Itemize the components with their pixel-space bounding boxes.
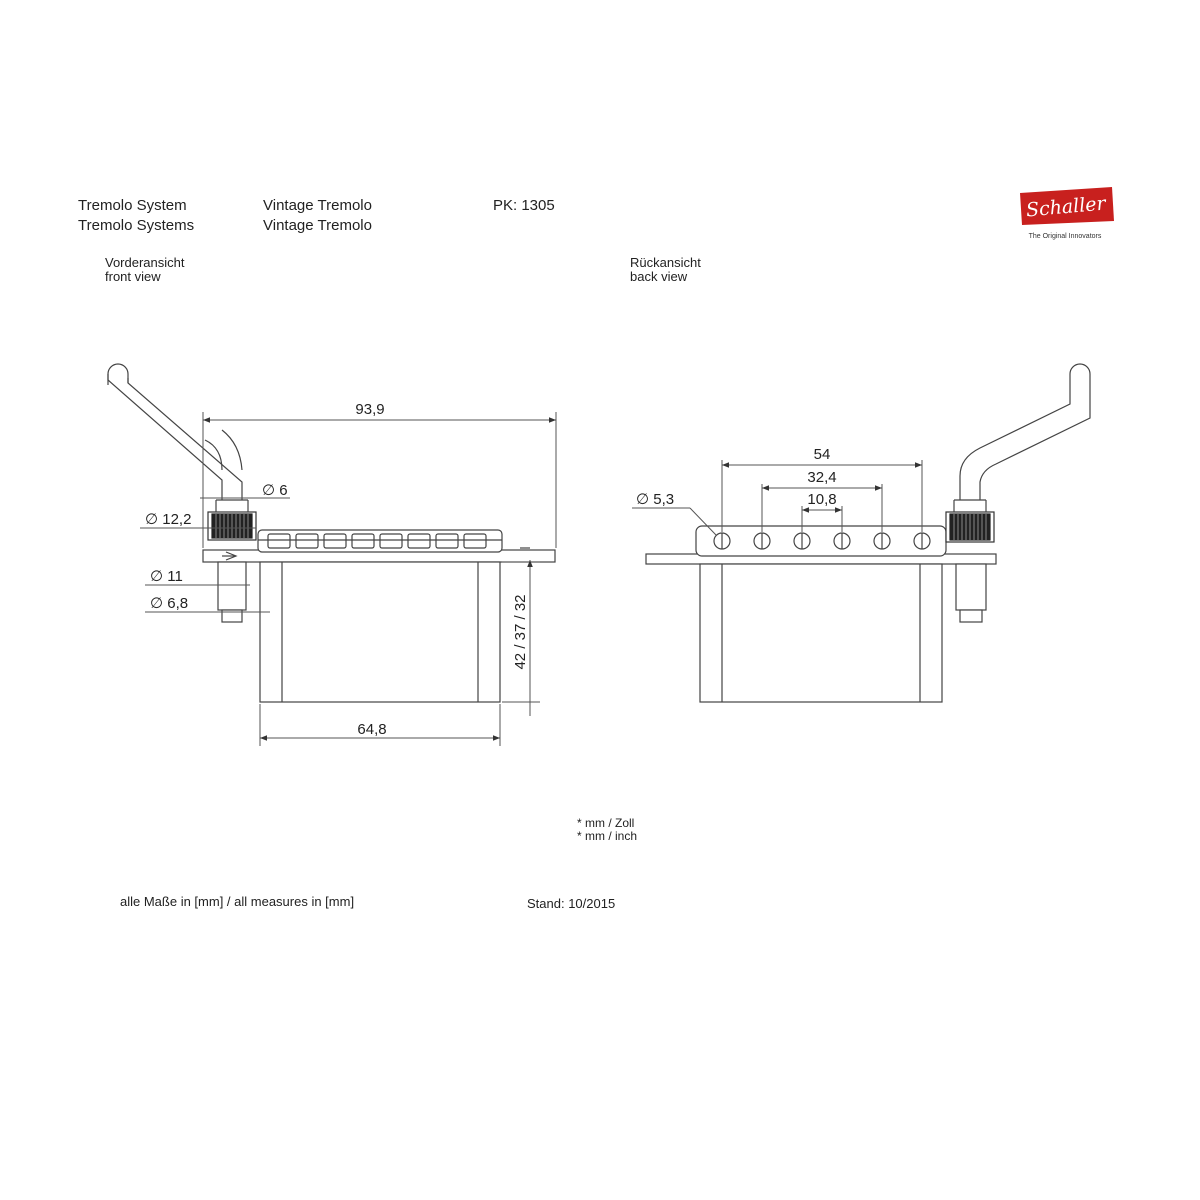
back-spring-block	[700, 564, 942, 702]
title-de: Tremolo System	[78, 197, 187, 214]
back-base-plate	[646, 526, 996, 564]
units-note-en: * mm / inch	[577, 829, 638, 843]
logo-tagline: The Original Innovators	[1028, 233, 1102, 240]
back-dimensions	[632, 460, 922, 535]
pk-number: PK: 1305	[493, 197, 555, 214]
back-post	[956, 564, 986, 622]
revision-stand: Stand: 10/2015	[527, 896, 616, 911]
dim-block-width: 64,8	[357, 721, 387, 738]
dim-overall-width: 93,9	[355, 401, 385, 418]
logo-brand: Schaller	[1025, 192, 1107, 222]
dim-post-diameter: ∅ 6,8	[150, 595, 189, 612]
title-en: Tremolo Systems	[78, 217, 195, 234]
back-tremolo-arm	[960, 364, 1090, 500]
measures-note: alle Maße in [mm] / all measures in [mm]	[120, 894, 355, 909]
dim-screw-diameter: ∅ 5,3	[636, 491, 675, 508]
dim-outer-spacing: 54	[813, 446, 831, 463]
dim-knob-diameter: ∅ 12,2	[145, 511, 192, 528]
back-view-label-en: back view	[630, 269, 688, 284]
front-spring-block	[260, 562, 500, 702]
front-knurled-knob	[208, 500, 256, 540]
model-en: Vintage Tremolo	[263, 217, 372, 234]
back-knurled-knob	[946, 500, 994, 542]
back-view	[646, 364, 1090, 702]
model-de: Vintage Tremolo	[263, 197, 372, 214]
front-view-label-de: Vorderansicht	[105, 255, 185, 270]
dim-inner-spacing: 10,8	[807, 491, 837, 508]
back-view-label-de: Rückansicht	[630, 255, 701, 270]
front-view	[108, 364, 555, 702]
dim-arm-diameter: ∅ 6	[262, 482, 288, 499]
dim-middle-spacing: 32,4	[807, 469, 837, 486]
front-saddles	[258, 530, 502, 552]
front-tremolo-arm	[108, 364, 242, 500]
units-note-de: * mm / Zoll	[577, 816, 635, 830]
dim-collar-diameter: ∅ 11	[150, 568, 183, 585]
front-view-label-en: front view	[105, 269, 161, 284]
dim-block-height: 42 / 37 / 32	[512, 594, 529, 670]
